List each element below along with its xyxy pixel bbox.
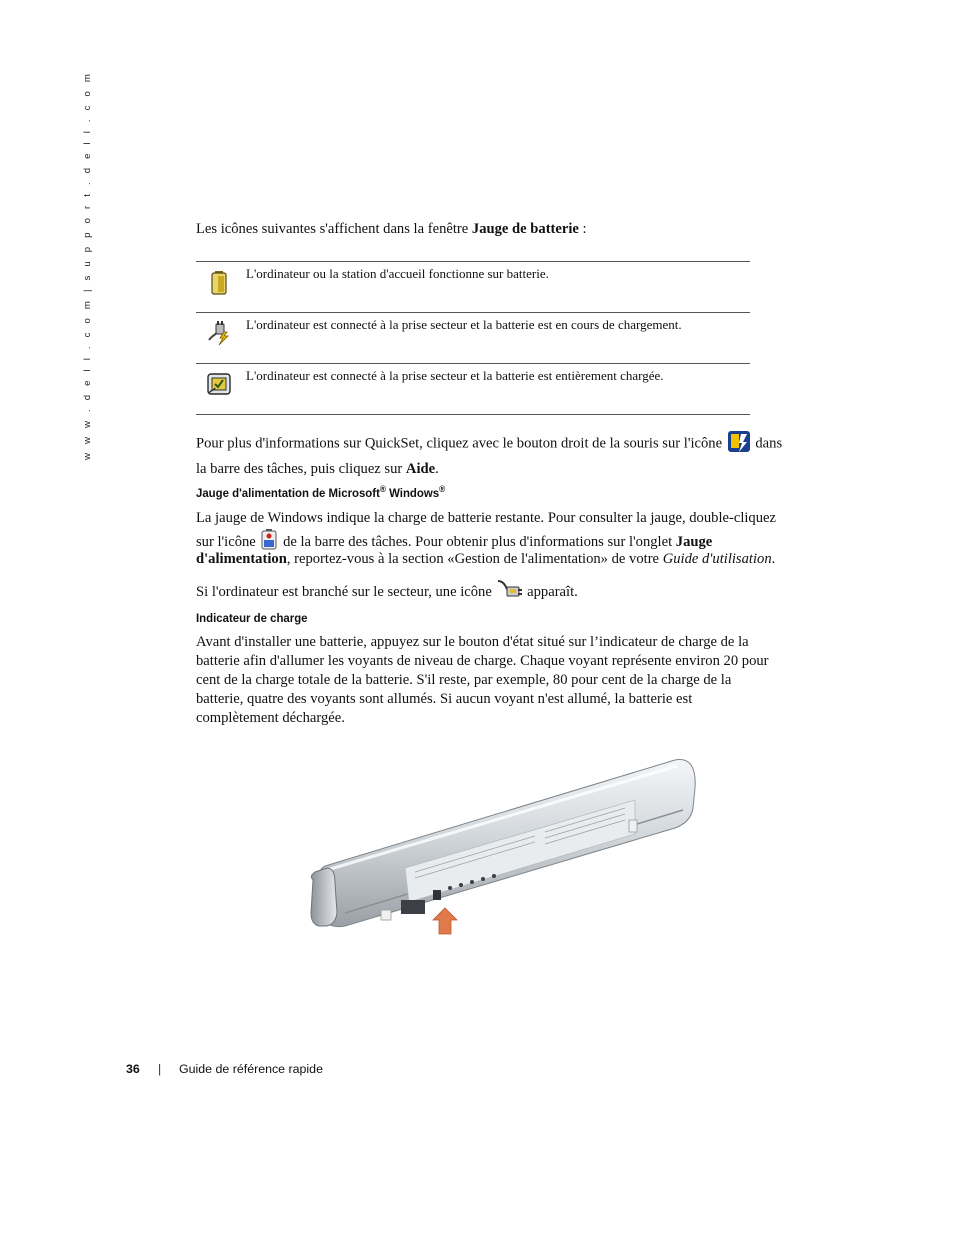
jauge-paragraph [196, 509, 836, 601]
side-url [80, 70, 100, 462]
jauge-line4-b: apparaît. [523, 583, 578, 600]
jauge-line2-a: sur l'icône [196, 533, 260, 550]
page-number: 36 [126, 1062, 140, 1076]
jauge-line3-italic: Guide d'utilisation [662, 551, 772, 567]
jauge-line2-bold: Jauge [675, 533, 713, 550]
footer-separator: | [158, 1062, 162, 1076]
quickset-paragraph [196, 428, 816, 479]
intro-bold: Jauge de batterie [471, 221, 579, 237]
heading1-sup1: ® [379, 484, 386, 494]
jauge-line3-bold: d'alimentation [196, 551, 287, 567]
jauge-line3-end: . [771, 551, 776, 567]
footer-title: Guide de référence rapide [179, 1062, 323, 1076]
indicateur-line: batterie, quatre des voyants sont allumés. Si aucun voyant n'est allumé, la batterie est [196, 691, 693, 707]
icon-row-charged [196, 363, 750, 415]
quickset-text: Pour plus d'informations sur QuickSet, cliquez avec le bouton droit de la souris sur l'icône [196, 435, 726, 452]
indicateur-line: cent de la charge totale de la batterie. S'il reste, par exemple, 80 pour cent de la charge de la [196, 672, 732, 688]
indicateur-line: Avant d'installer une batterie, appuyez sur le bouton d'état situé sur l’indicateur de charge de la [196, 634, 749, 650]
battery-icon [206, 269, 232, 295]
jauge-line4 [196, 575, 836, 601]
ac-power-icon [496, 575, 524, 610]
icon-row-battery [196, 261, 750, 312]
icon-row-text: L'ordinateur ou la station d'accueil fonctionne sur batterie. [246, 266, 549, 281]
indicateur-paragraph [196, 633, 836, 728]
indicateur-line: complètement déchargée. [196, 710, 345, 726]
plug-charged-icon [206, 371, 232, 397]
heading1-a: Jauge d'alimentation de Microsoft [196, 486, 380, 501]
heading1-sup2: ® [439, 484, 446, 494]
heading-charge-indicator: Indicateur de charge [196, 611, 308, 625]
battery-illustration [305, 748, 705, 948]
intro-text: Les icônes suivantes s'affichent dans la fenêtre [196, 221, 472, 237]
icon-row-text: L'ordinateur est connecté à la prise secteur et la batterie est en cours de chargement. [246, 317, 682, 332]
plug-charging-icon [206, 320, 232, 346]
quickset-icon [726, 428, 752, 460]
intro-paragraph [196, 220, 587, 239]
side-url-text: w w w . d e l l . c o m | s u p p o r t . d e l l . c o m [82, 70, 93, 460]
jauge-line2 [196, 528, 836, 550]
jauge-line3 [196, 550, 836, 569]
icon-row-text: L'ordinateur est connecté à la prise secteur et la batterie est entièrement chargée. [246, 368, 664, 383]
quickset-bold: Aide [405, 461, 436, 477]
heading1-b: Windows [385, 486, 440, 501]
quickset-after: dans [751, 435, 783, 452]
quickset-end: . [435, 461, 439, 477]
heading-windows-gauge [196, 484, 445, 500]
jauge-line3-a: , reportez-vous à la section «Gestion de l'alimentation» de votre [286, 551, 663, 567]
icon-table [196, 261, 750, 415]
quickset-line2: la barre des tâches, puis cliquez sur [196, 461, 406, 477]
indicateur-line: batterie afin d'allumer les voyants de niveau de charge. Chaque voyant représente environ 20 pour [196, 653, 769, 669]
jauge-line2-b: de la barre des tâches. Pour obtenir plus d'informations sur l'onglet [279, 533, 676, 550]
intro-end: : [578, 221, 587, 237]
jauge-line4-a: Si l'ordinateur est branché sur le secteur, une icône [196, 583, 496, 600]
icon-row-charging [196, 312, 750, 363]
jauge-line1: La jauge de Windows indique la charge de batterie restante. Pour consulter la jauge, double-cliquez [196, 510, 776, 526]
